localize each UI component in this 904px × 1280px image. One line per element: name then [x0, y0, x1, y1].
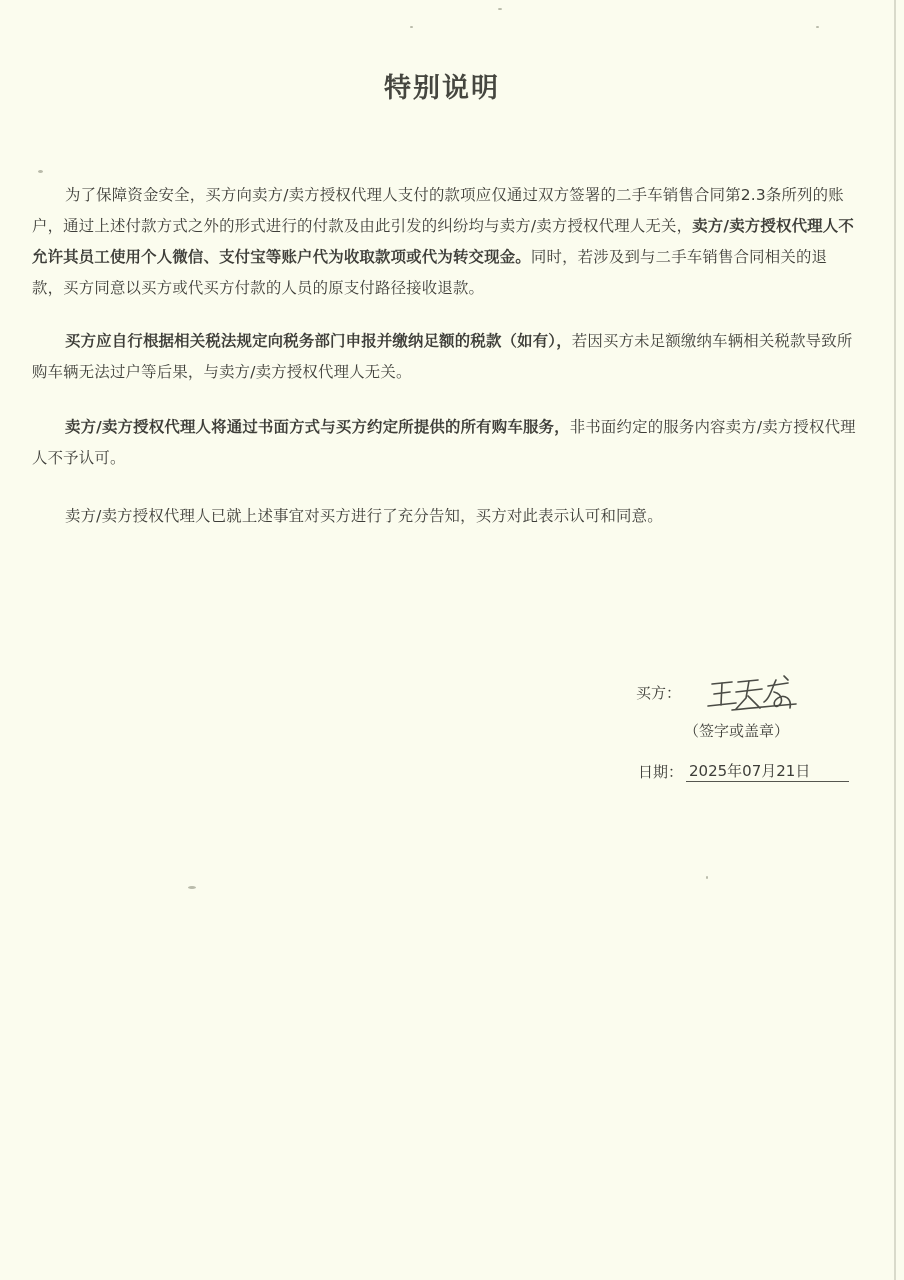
scan-speck	[38, 170, 43, 173]
paragraph-bold-text: 买方应自行根据相关税法规定向税务部门申报并缴纳足额的税款（如有），	[65, 332, 572, 350]
paragraph-bold-text: 卖方/卖方授权代理人将通过书面方式与买方约定所提供的所有购车服务，	[65, 418, 570, 436]
paragraph-text: 卖方/卖方授权代理人已就上述事宜对买方进行了充分告知，买方对此表示认可和同意。	[65, 507, 663, 525]
signature-note: （签字或盖章）	[684, 722, 790, 740]
date-label: 日期：	[638, 763, 684, 781]
paragraph-text: 非书面约定的服务内容卖方/卖方授权代理人不予认可。	[32, 418, 856, 467]
paragraph-text: 若因买方未足额缴纳车辆相关税款导致所购车辆无法过户等后果，与卖方/卖方授权代理人无关。	[32, 332, 853, 381]
paragraph-text: 为了保障资金安全，买方向卖方/卖方授权代理人支付的款项应仅通过双方签署的二手车销售合同第2.3条所列的账户，通过上述付款方式之外的形式进行的付款及由此引发的纠纷均与卖方/卖方授权代理人无关，	[32, 186, 844, 235]
paragraph-payment-security	[32, 180, 856, 304]
scan-edge	[894, 0, 896, 1280]
buyer-signature-row	[636, 676, 856, 712]
paragraph-bold-text: 卖方/卖方授权代理人不允许其员工使用个人微信、支付宝等账户代为收取款项或代为转交现金。	[32, 217, 854, 266]
scan-speck	[816, 26, 819, 28]
paragraph-text: 同时，若涉及到与二手车销售合同相关的退款，买方同意以买方或代买方付款的人员的原支付路径接收退款。	[32, 248, 828, 297]
buyer-label: 买方：	[636, 684, 682, 702]
scan-speck	[188, 886, 196, 889]
paragraph-tax	[32, 326, 856, 388]
date-row	[638, 761, 858, 785]
date-value: 2025年07月21日	[686, 761, 849, 782]
scan-speck	[706, 876, 708, 879]
paragraph-services	[32, 412, 856, 474]
handwritten-signature	[702, 672, 802, 714]
scan-speck	[410, 26, 413, 28]
document-title: 特别说明	[384, 73, 500, 104]
paragraph-acknowledgement	[32, 501, 856, 532]
scan-speck	[498, 8, 502, 10]
